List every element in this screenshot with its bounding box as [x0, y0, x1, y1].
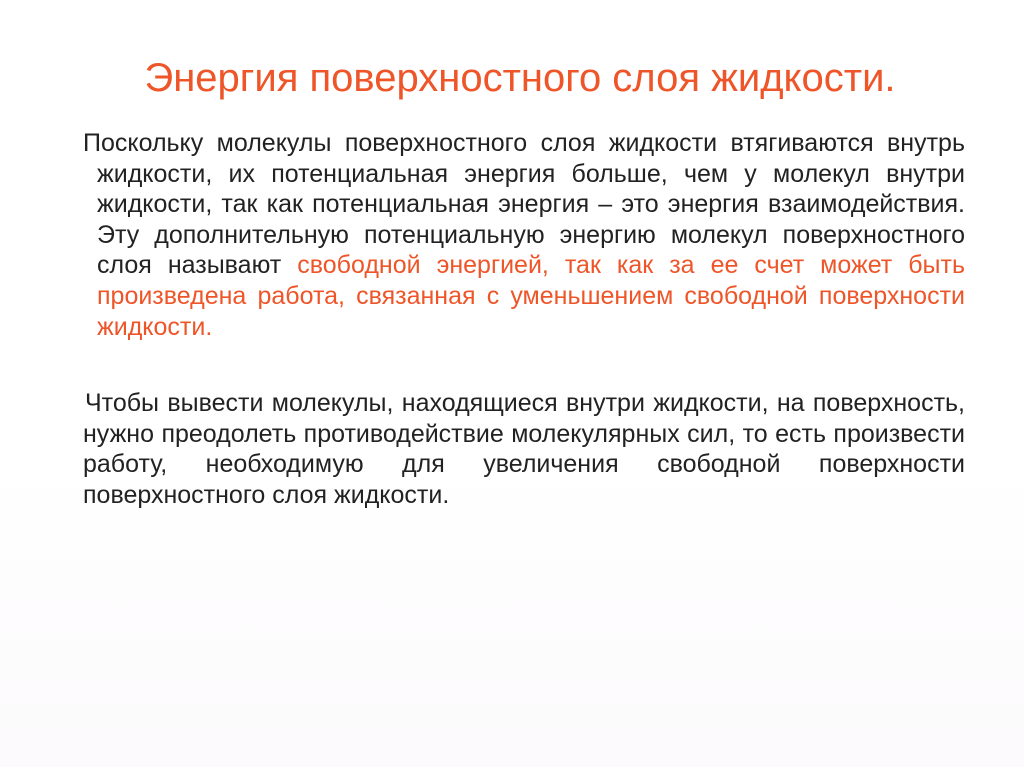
paragraph-surface-energy — [83, 128, 965, 342]
free-energy-highlight: свободной энергией, так как за ее счет может быть произведена работа, связанная с уменьшением свободной поверхности жидкости. — [97, 251, 966, 341]
paragraph-1-text: Поскольку молекулы поверхностного слоя жидкости втягиваются внутрь жидкости, их потенциальная энергия больше, чем у молекул внутри жидкости, так как потенциальная энергия – это энергия взаимодействия. Эту дополнительную потенциальную энергию молекул поверхностного слоя называют — [83, 129, 965, 280]
slide-title: Энергия поверхностного слоя жидкости. — [144, 56, 896, 100]
paragraph-work: Чтобы вывести молекулы, находящиеся внутри жидкости, на поверхность, нужно преодолеть противодействие молекулярных сил, то есть произвести работу, необходимую для увеличения свободной поверхности поверхностного слоя жидкости. — [83, 389, 965, 509]
